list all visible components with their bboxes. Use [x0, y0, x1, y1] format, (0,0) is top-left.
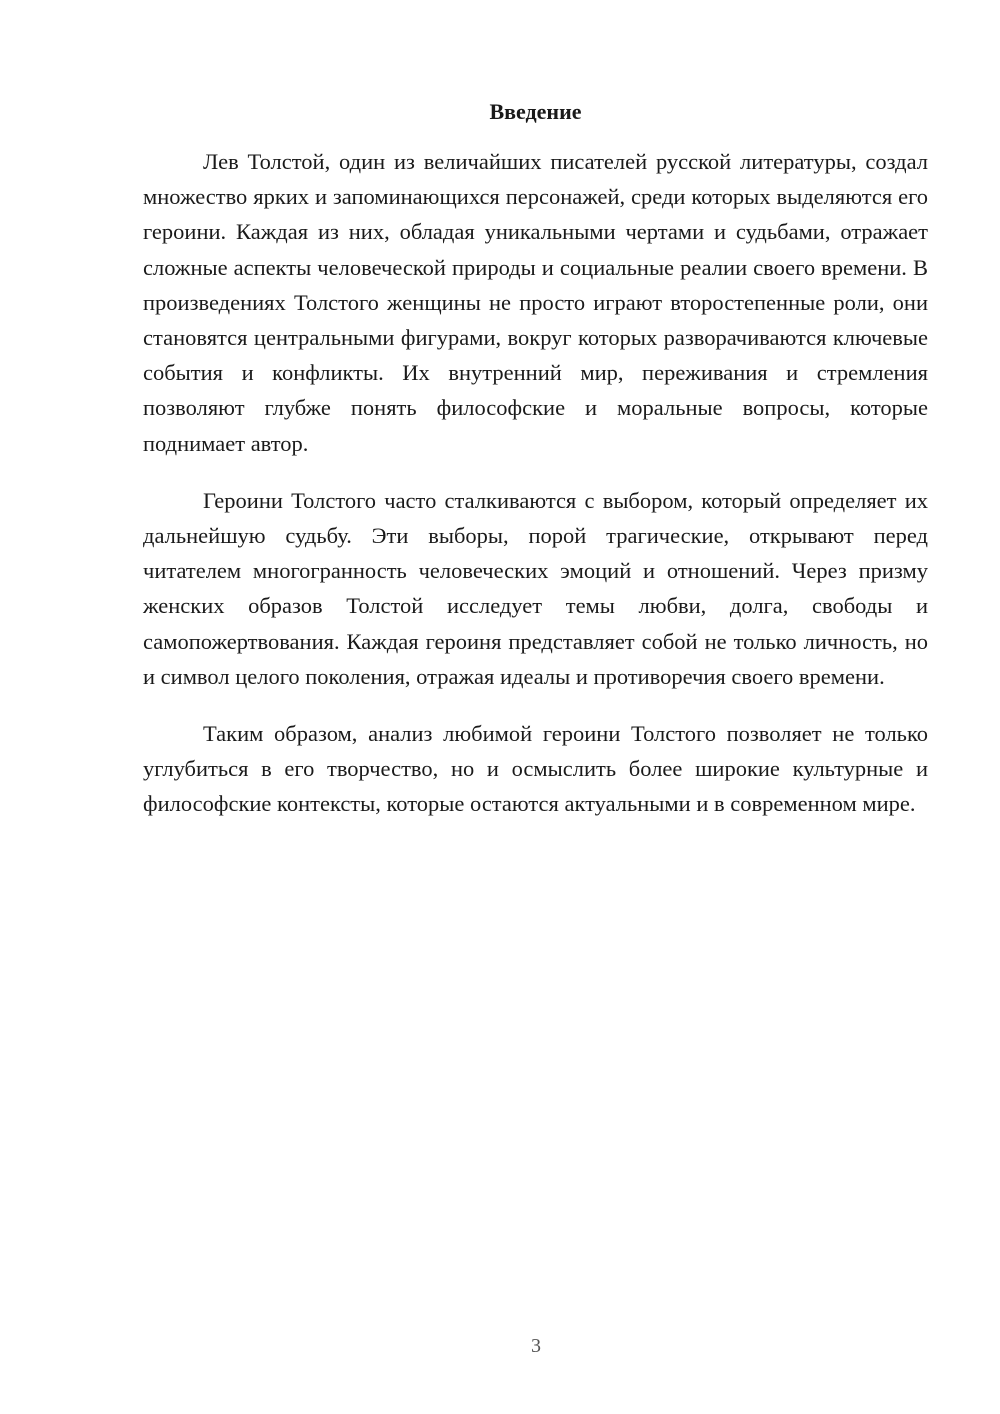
body-text [143, 144, 928, 844]
paragraph-1: Лев Толстой, один из величайших писателей русской литературы, создал множество ярких и запоминающихся персонажей, среди которых выделяются его героини. Каждая из них, обладая уникальными чертами и судьбами, отражает сложные аспекты человеческой природы и социальные реалии своего времени. В произведениях Толстого женщины не просто играют второстепенные роли, они становятся центральными фигурами, вокруг которых разворачиваются ключевые события и конфликты. Их внутренний мир, переживания и стремления позволяют глубже понять философские и моральные вопросы, которые поднимает автор. [143, 149, 928, 456]
paragraph-2: Героини Толстого часто сталкиваются с выбором, который определяет их дальнейшую судьбу. Эти выборы, порой трагические, открывают перед читателем многогранность человеческих эмоций и отношений. Через призму женских образов Толстой исследует темы любви, долга, свободы и самопожертвования. Каждая героиня представляет собой не только личность, но и символ целого поколения, отражая идеалы и противоречия своего времени. [143, 487, 928, 689]
page-title: Введение [489, 99, 582, 124]
paragraph-3: Таким образом, анализ любимой героини Толстого позволяет не только углубиться в его творчество, но и осмыслить более широкие культурные и философские контексты, которые остаются актуальными и в современном мире. [143, 721, 928, 817]
page-number: 3 [531, 1335, 541, 1357]
